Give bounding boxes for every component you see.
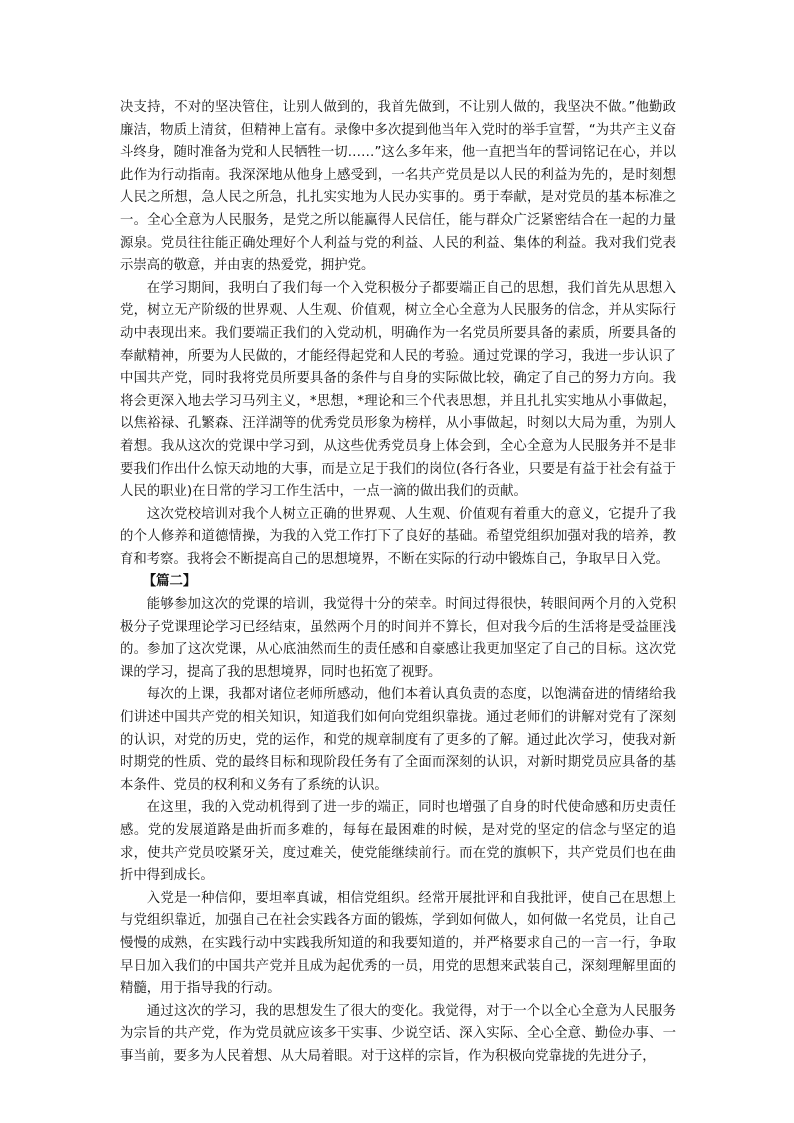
- paragraph-6: 在这里，我的入党动机得到了进一步的端正，同时也增强了自身的时代使命感和历史责任感。党的发展道路是曲折而多难的，每每在最困难的时候，是对党的坚定的信念与坚定的追求，使共产党员咬紧牙关，度过难关，使党能继续前行。而在党的旗帜下，共产党员们也在曲折中得到成长。: [120, 800, 676, 884]
- paragraph-4: 能够参加这次的党课的培训，我觉得十分的荣幸。时间过得很快，转眼间两个月的入党积极分子党课理论学习已经结束，虽然两个月的时间并不算长，但对我今后的生活将是受益匪浅的。参加了这次党课，从心底油然而生的责任感和自豪感让我更加坚定了自己的目标。这次党课的学习，提高了我的思想境界，同时也拓宽了视野。: [120, 597, 676, 680]
- paragraph-2: 在学习期间，我明白了我们每一个入党积极分子都要端正自己的思想，我们首先从思想入党，树立无产阶级的世界观、人生观、价值观，树立全心全意为人民服务的信念，并从实际行动中表现出来。我们要端正我们的入党动机，明确作为一名党员所要具备的素质，所要具备的奉献精神，所要为人民做的，才能经得起党和人民的考验。通过党课的学习，我进一步认识了中国共产党，同时我将党员所要具备的条件与自身的实际做比较，确定了自己的努力方向。我将会更深入地去学习马列主义，*思想，*理论和三个代表思想，并且扎扎实实地从小事做起，以焦裕禄、孔繁森、汪洋湖等的优秀党员形象为榜样，从小事做起，时刻以大局为重，为别人着想。我从这次的党课中学习到，从这些优秀党员身上体会到，全心全意为人民服务并不是非要我们作出什么惊天动地的大事，而是立足于我们的岗位(各行各业，只要是有益于社会有益于人民的职业)在日常的学习工作生活中，一点一滴的做出我们的贡献。: [120, 280, 676, 500]
- document-page: [120, 97, 676, 1069]
- paragraph-1-continued: 决支持，不对的坚决管住，让别人做到的，我首先做到，不让别人做的，我坚决不做。”他勤政廉洁，物质上清贫，但精神上富有。录像中多次提到他当年入党时的举手宣誓，“为共产主义奋斗终身，随时准备为党和人民牺牲一切……”这么多年来，他一直把当年的誓词铭记在心，并以此作为行动指南。我深深地从他身上感受到，一名共产党员是以人民的利益为先的，是时刻想人民之所想，急人民之所急，扎扎实实地为人民办实事的。勇于奉献，是对党员的基本标准之一。全心全意为人民服务，是党之所以能赢得人民信任，能与群众广泛紧密结合在一起的力量源泉。党员往往能正确处理好个人利益与党的利益、人民的利益、集体的利益。我对我们党表示崇高的敬意，并由衷的热爱党，拥护党。: [120, 100, 676, 274]
- section-heading-part-two: 【篇二】: [142, 574, 197, 590]
- paragraph-3: 这次党校培训对我个人树立正确的世界观、人生观、价值观有着重大的意义，它提升了我的个人修养和道德情操，为我的入党工作打下了良好的基础。希望党组织加强对我的培养，教育和考察。我将会不断提高自己的思想境界，不断在实际的行动中锻炼自己，争取早日入党。: [120, 506, 676, 567]
- paragraph-5: 每次的上课，我都对诸位老师所感动，他们本着认真负责的态度，以饱满奋进的情绪给我们讲述中国共产党的相关知识，知道我们如何向党组织靠拢。通过老师们的讲解对党有了深刻的认识，对党的历史，党的运作，和党的规章制度有了更多的了解。通过此次学习，使我对新时期党的性质、党的最终目标和现阶段任务有了全面而深刻的认识，对新时期党员应具备的基本条件、党员的权利和义务有了系统的认识。: [120, 687, 676, 793]
- paragraph-8: 通过这次的学习，我的思想发生了很大的变化。我觉得，对于一个以全心全意为人民服务为宗旨的共产党，作为党员就应该多干实事、少说空话、深入实际、全心全意、勤俭办事、一事当前，要多为人民着想、从大局着眼。对于这样的宗旨，作为积极向党靠拢的先进分子，: [120, 1003, 676, 1064]
- paragraph-7: 入党是一种信仰，要坦率真诚，相信党组织。经常开展批评和自我批评，使自己在思想上与党组织靠近，加强自己在社会实践各方面的锻炼，学到如何做人，如何做一名党员，让自己慢慢的成熟，在实践行动中实践我所知道的和我要知道的，并严格要求自己的一言一行，争取早日加入我们的中国共产党并且成为起优秀的一员，用党的思想来武装自己，深刻理解里面的精髓，用于指导我的行动。: [120, 890, 676, 997]
